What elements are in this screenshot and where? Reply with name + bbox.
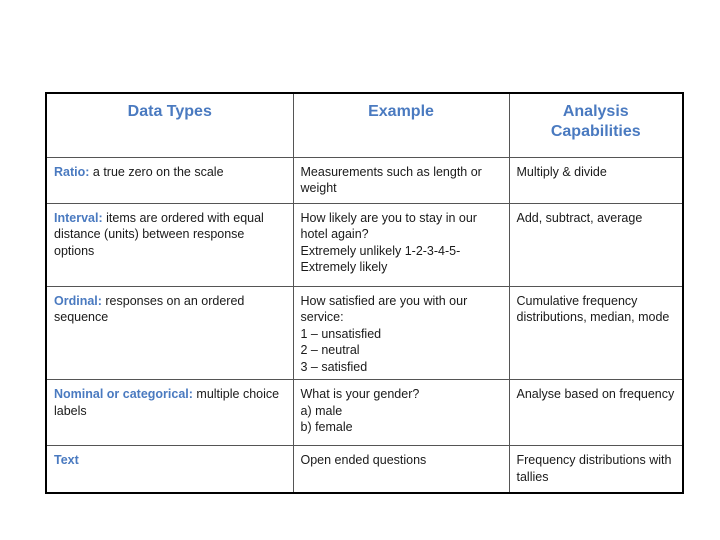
- capabilities-cell: Add, subtract, average: [509, 203, 683, 286]
- capabilities-cell: Multiply & divide: [509, 157, 683, 203]
- example-cell: [293, 203, 509, 286]
- example-line: 1 – unsatisfied: [300, 326, 382, 341]
- capabilities-cell: Analyse based on frequency: [509, 380, 683, 446]
- example-line: b) female: [300, 420, 353, 434]
- table-row: [46, 286, 683, 380]
- table-row: [46, 380, 683, 446]
- header-example: Example: [293, 93, 509, 157]
- example-cell: [293, 286, 509, 380]
- type-keyword: Nominal or categorical:: [54, 387, 193, 401]
- example-line: How satisfied are you with our service:: [300, 293, 468, 324]
- type-cell: [46, 446, 293, 493]
- type-keyword: Interval:: [54, 210, 103, 225]
- example-cell: [293, 446, 509, 493]
- type-description: items are ordered with equal distance (units) between response options: [54, 210, 264, 258]
- type-keyword: Text: [54, 453, 79, 467]
- example-cell: [293, 157, 509, 203]
- header-data-types: Data Types: [46, 93, 293, 157]
- type-description: a true zero on the scale: [89, 164, 224, 179]
- example-line: a) male: [300, 403, 343, 418]
- type-cell: [46, 286, 293, 380]
- table-row: [46, 203, 683, 286]
- data-types-table: [45, 92, 684, 494]
- example-line: Extremely unlikely 1-2-3-4-5-Extremely likely: [300, 243, 461, 274]
- capabilities-cell: Frequency distributions with tallies: [509, 446, 683, 493]
- table-row: [46, 446, 683, 493]
- example-line: 3 – satisfied: [300, 359, 368, 374]
- example-line: 2 – neutral: [300, 343, 360, 357]
- type-cell: [46, 203, 293, 286]
- example-line: How likely are you to stay in our hotel again?: [300, 210, 477, 241]
- type-cell: [46, 380, 293, 446]
- type-description: responses on an ordered sequence: [54, 293, 245, 324]
- example-line: Open ended questions: [300, 453, 427, 467]
- type-keyword: Ordinal:: [54, 293, 102, 308]
- example-line: What is your gender?: [300, 387, 420, 401]
- type-description: multiple choice labels: [54, 387, 280, 418]
- header-row: [46, 93, 683, 157]
- header-analysis-capabilities: Analysis Capabilities: [509, 93, 683, 157]
- type-keyword: Ratio:: [54, 164, 90, 179]
- example-line: Measurements such as length or weight: [300, 164, 482, 195]
- table-row: [46, 157, 683, 203]
- example-cell: [293, 380, 509, 446]
- type-cell: [46, 157, 293, 203]
- capabilities-cell: Cumulative frequency distributions, median, mode: [509, 286, 683, 380]
